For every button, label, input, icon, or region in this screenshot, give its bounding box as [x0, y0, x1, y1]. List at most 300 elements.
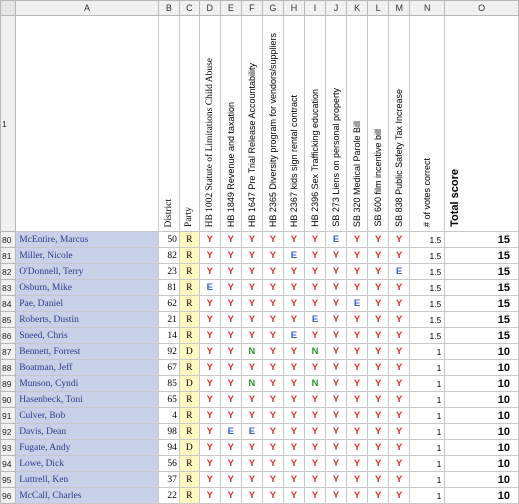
vote-cell[interactable]: N	[241, 344, 262, 360]
party-cell[interactable]: R	[179, 280, 199, 296]
vote-cell[interactable]: Y	[283, 376, 304, 392]
vote-cell[interactable]: E	[283, 328, 304, 344]
vote-cell[interactable]: Y	[220, 360, 241, 376]
district-header-cell[interactable]	[158, 16, 179, 232]
legislator-name-cell[interactable]: McCall, Charles	[16, 488, 159, 504]
vote-cell[interactable]: Y	[241, 248, 262, 264]
vote-cell[interactable]: Y	[199, 312, 220, 328]
total-score-cell[interactable]: 15	[445, 264, 519, 280]
vote-cell[interactable]: Y	[368, 344, 389, 360]
legislator-name-cell[interactable]: Roberts, Dustin	[16, 312, 159, 328]
total-score-cell[interactable]: 10	[445, 456, 519, 472]
vote-cell[interactable]: Y	[389, 488, 410, 504]
vote-cell[interactable]: Y	[326, 440, 347, 456]
party-cell[interactable]: R	[179, 264, 199, 280]
bill-header-cell[interactable]	[283, 16, 304, 232]
vote-cell[interactable]: Y	[199, 424, 220, 440]
vote-cell[interactable]: Y	[326, 264, 347, 280]
vote-cell[interactable]: Y	[326, 472, 347, 488]
total-score-cell[interactable]: 10	[445, 344, 519, 360]
column-header[interactable]: L	[368, 1, 389, 16]
district-cell[interactable]: 98	[158, 424, 179, 440]
vote-cell[interactable]: E	[389, 264, 410, 280]
legislator-name-cell[interactable]: O'Donnell, Terry	[16, 264, 159, 280]
vote-cell[interactable]: Y	[241, 312, 262, 328]
row-number[interactable]: 83	[1, 280, 16, 296]
vote-cell[interactable]: Y	[326, 360, 347, 376]
vote-cell[interactable]: Y	[241, 392, 262, 408]
votes-correct-cell[interactable]: 1.5	[410, 280, 445, 296]
total-score-cell[interactable]: 15	[445, 312, 519, 328]
vote-cell[interactable]: Y	[326, 344, 347, 360]
vote-cell[interactable]: Y	[347, 328, 368, 344]
vote-cell[interactable]: Y	[347, 280, 368, 296]
votes-correct-cell[interactable]: 1	[410, 360, 445, 376]
row-number[interactable]: 82	[1, 264, 16, 280]
party-cell[interactable]: R	[179, 456, 199, 472]
vote-cell[interactable]: Y	[262, 248, 283, 264]
vote-cell[interactable]: Y	[199, 248, 220, 264]
district-cell[interactable]: 50	[158, 232, 179, 248]
legislator-name-cell[interactable]: McEntire, Marcus	[16, 232, 159, 248]
vote-cell[interactable]: Y	[368, 232, 389, 248]
column-header[interactable]: A	[16, 1, 159, 16]
district-cell[interactable]: 85	[158, 376, 179, 392]
legislator-name-cell[interactable]: Davis, Dean	[16, 424, 159, 440]
votes-correct-cell[interactable]: 1	[410, 344, 445, 360]
vote-cell[interactable]: E	[241, 424, 262, 440]
vote-cell[interactable]: Y	[389, 344, 410, 360]
vote-cell[interactable]: Y	[283, 488, 304, 504]
votes-correct-cell[interactable]: 1	[410, 392, 445, 408]
party-cell[interactable]: R	[179, 232, 199, 248]
total-score-cell[interactable]: 10	[445, 424, 519, 440]
vote-cell[interactable]: Y	[347, 488, 368, 504]
vote-cell[interactable]: Y	[283, 392, 304, 408]
vote-cell[interactable]: Y	[199, 264, 220, 280]
party-header-cell[interactable]	[179, 16, 199, 232]
total-score-cell[interactable]: 10	[445, 472, 519, 488]
vote-cell[interactable]: Y	[220, 472, 241, 488]
vote-cell[interactable]: Y	[326, 456, 347, 472]
row-number[interactable]: 94	[1, 456, 16, 472]
row-number[interactable]: 89	[1, 376, 16, 392]
column-header[interactable]: I	[304, 1, 325, 16]
vote-cell[interactable]: Y	[220, 392, 241, 408]
votes-correct-cell[interactable]: 1	[410, 408, 445, 424]
vote-cell[interactable]: Y	[347, 344, 368, 360]
vote-cell[interactable]: Y	[389, 232, 410, 248]
row-number[interactable]: 80	[1, 232, 16, 248]
vote-cell[interactable]: Y	[347, 440, 368, 456]
party-cell[interactable]: R	[179, 424, 199, 440]
vote-cell[interactable]: Y	[262, 344, 283, 360]
legislator-name-cell[interactable]: Fugate, Andy	[16, 440, 159, 456]
vote-cell[interactable]: Y	[326, 392, 347, 408]
row-number[interactable]: 87	[1, 344, 16, 360]
vote-cell[interactable]: Y	[199, 440, 220, 456]
vote-cell[interactable]: Y	[220, 440, 241, 456]
votes-correct-cell[interactable]: 1	[410, 440, 445, 456]
vote-cell[interactable]: Y	[262, 456, 283, 472]
bill-header-cell[interactable]	[241, 16, 262, 232]
district-cell[interactable]: 82	[158, 248, 179, 264]
legislator-name-cell[interactable]: Munson, Cyndi	[16, 376, 159, 392]
district-cell[interactable]: 67	[158, 360, 179, 376]
legislator-name-cell[interactable]: Pae, Daniel	[16, 296, 159, 312]
vote-cell[interactable]: Y	[347, 424, 368, 440]
vote-cell[interactable]: Y	[389, 312, 410, 328]
row-number[interactable]: 1	[1, 16, 16, 232]
vote-cell[interactable]: Y	[368, 456, 389, 472]
legislator-name-cell[interactable]: Bennett, Forrest	[16, 344, 159, 360]
vote-cell[interactable]: Y	[326, 280, 347, 296]
vote-cell[interactable]: Y	[304, 232, 325, 248]
row-number[interactable]: 91	[1, 408, 16, 424]
vote-cell[interactable]: N	[304, 376, 325, 392]
total-score-header-cell[interactable]	[445, 16, 519, 232]
vote-cell[interactable]: Y	[283, 456, 304, 472]
party-cell[interactable]: R	[179, 360, 199, 376]
vote-cell[interactable]: Y	[220, 376, 241, 392]
vote-cell[interactable]: Y	[347, 472, 368, 488]
party-cell[interactable]: R	[179, 296, 199, 312]
vote-cell[interactable]: Y	[347, 392, 368, 408]
legislator-name-cell[interactable]: Miller, Nicole	[16, 248, 159, 264]
vote-cell[interactable]: Y	[262, 440, 283, 456]
vote-cell[interactable]: Y	[241, 472, 262, 488]
votes-correct-cell[interactable]: 1	[410, 472, 445, 488]
vote-cell[interactable]: Y	[199, 408, 220, 424]
vote-cell[interactable]: Y	[283, 296, 304, 312]
vote-cell[interactable]: Y	[262, 296, 283, 312]
column-header[interactable]: M	[389, 1, 410, 16]
total-score-cell[interactable]: 10	[445, 360, 519, 376]
legislator-name-cell[interactable]: Culver, Bob	[16, 408, 159, 424]
vote-cell[interactable]: Y	[199, 296, 220, 312]
vote-cell[interactable]: Y	[304, 248, 325, 264]
district-cell[interactable]: 94	[158, 440, 179, 456]
vote-cell[interactable]: N	[241, 376, 262, 392]
legislator-name-cell[interactable]: Luttrell, Ken	[16, 472, 159, 488]
party-cell[interactable]: R	[179, 248, 199, 264]
column-header[interactable]: F	[241, 1, 262, 16]
bill-header-cell[interactable]	[347, 16, 368, 232]
total-score-cell[interactable]: 10	[445, 408, 519, 424]
vote-cell[interactable]: Y	[220, 296, 241, 312]
row-number[interactable]: 96	[1, 488, 16, 504]
vote-cell[interactable]: Y	[368, 488, 389, 504]
vote-cell[interactable]: Y	[326, 328, 347, 344]
legislator-name-cell[interactable]: Lowe, Dick	[16, 456, 159, 472]
vote-cell[interactable]: Y	[304, 328, 325, 344]
vote-cell[interactable]: Y	[368, 472, 389, 488]
column-header[interactable]: D	[199, 1, 220, 16]
vote-cell[interactable]: Y	[241, 296, 262, 312]
row-number[interactable]: 93	[1, 440, 16, 456]
column-header[interactable]: B	[158, 1, 179, 16]
vote-cell[interactable]: Y	[304, 408, 325, 424]
vote-cell[interactable]: N	[304, 344, 325, 360]
vote-cell[interactable]: Y	[199, 232, 220, 248]
vote-cell[interactable]: Y	[368, 392, 389, 408]
vote-cell[interactable]: Y	[326, 408, 347, 424]
votes-correct-cell[interactable]: 1	[410, 488, 445, 504]
vote-cell[interactable]: Y	[326, 424, 347, 440]
votes-correct-cell[interactable]: 1.5	[410, 232, 445, 248]
column-header[interactable]: O	[445, 1, 519, 16]
vote-cell[interactable]: Y	[389, 296, 410, 312]
vote-cell[interactable]: Y	[283, 408, 304, 424]
vote-cell[interactable]: Y	[262, 232, 283, 248]
district-cell[interactable]: 22	[158, 488, 179, 504]
legislator-name-cell[interactable]: Sneed, Chris	[16, 328, 159, 344]
vote-cell[interactable]: Y	[199, 328, 220, 344]
vote-cell[interactable]: Y	[283, 440, 304, 456]
vote-cell[interactable]: Y	[262, 408, 283, 424]
vote-cell[interactable]: Y	[304, 472, 325, 488]
party-cell[interactable]: R	[179, 472, 199, 488]
party-cell[interactable]: R	[179, 392, 199, 408]
party-cell[interactable]: R	[179, 488, 199, 504]
district-cell[interactable]: 65	[158, 392, 179, 408]
vote-cell[interactable]: Y	[262, 328, 283, 344]
vote-cell[interactable]: Y	[199, 376, 220, 392]
party-cell[interactable]: D	[179, 344, 199, 360]
vote-cell[interactable]: Y	[283, 232, 304, 248]
votes-correct-cell[interactable]: 1	[410, 424, 445, 440]
vote-cell[interactable]: Y	[283, 472, 304, 488]
district-cell[interactable]: 37	[158, 472, 179, 488]
district-cell[interactable]: 14	[158, 328, 179, 344]
vote-cell[interactable]: Y	[368, 376, 389, 392]
vote-cell[interactable]: Y	[262, 488, 283, 504]
vote-cell[interactable]: Y	[389, 456, 410, 472]
vote-cell[interactable]: Y	[241, 488, 262, 504]
votes-correct-cell[interactable]: 1.5	[410, 248, 445, 264]
vote-cell[interactable]: Y	[220, 312, 241, 328]
district-cell[interactable]: 21	[158, 312, 179, 328]
row-number[interactable]: 85	[1, 312, 16, 328]
vote-cell[interactable]: Y	[389, 360, 410, 376]
district-cell[interactable]: 4	[158, 408, 179, 424]
vote-cell[interactable]: Y	[326, 488, 347, 504]
total-score-cell[interactable]: 15	[445, 232, 519, 248]
vote-cell[interactable]: Y	[241, 280, 262, 296]
vote-cell[interactable]: Y	[199, 360, 220, 376]
district-cell[interactable]: 56	[158, 456, 179, 472]
votes-correct-cell[interactable]: 1	[410, 456, 445, 472]
vote-cell[interactable]: Y	[220, 248, 241, 264]
vote-cell[interactable]: Y	[199, 472, 220, 488]
vote-cell[interactable]: Y	[262, 280, 283, 296]
vote-cell[interactable]: Y	[347, 232, 368, 248]
vote-cell[interactable]: Y	[241, 232, 262, 248]
total-score-cell[interactable]: 15	[445, 328, 519, 344]
legislator-name-cell[interactable]: Hasenbeck, Toni	[16, 392, 159, 408]
bill-header-cell[interactable]	[326, 16, 347, 232]
vote-cell[interactable]: Y	[326, 376, 347, 392]
legislator-name-cell[interactable]: Osburn, Mike	[16, 280, 159, 296]
vote-cell[interactable]: Y	[241, 328, 262, 344]
vote-cell[interactable]: Y	[262, 360, 283, 376]
column-header[interactable]: N	[410, 1, 445, 16]
vote-cell[interactable]: Y	[347, 360, 368, 376]
vote-cell[interactable]: Y	[220, 344, 241, 360]
vote-cell[interactable]: Y	[241, 264, 262, 280]
votes-correct-cell[interactable]: 1	[410, 376, 445, 392]
vote-cell[interactable]: Y	[368, 440, 389, 456]
vote-cell[interactable]: Y	[220, 488, 241, 504]
bill-header-cell[interactable]	[389, 16, 410, 232]
party-cell[interactable]: D	[179, 376, 199, 392]
vote-cell[interactable]: Y	[368, 280, 389, 296]
vote-cell[interactable]: Y	[389, 248, 410, 264]
vote-cell[interactable]: Y	[326, 248, 347, 264]
vote-cell[interactable]: Y	[283, 312, 304, 328]
district-cell[interactable]: 92	[158, 344, 179, 360]
row-number[interactable]: 84	[1, 296, 16, 312]
vote-cell[interactable]: Y	[389, 440, 410, 456]
total-score-cell[interactable]: 15	[445, 280, 519, 296]
legislator-name-cell[interactable]: Boatman, Jeff	[16, 360, 159, 376]
vote-cell[interactable]: Y	[368, 264, 389, 280]
column-header[interactable]: J	[326, 1, 347, 16]
column-header[interactable]: H	[283, 1, 304, 16]
bill-header-cell[interactable]	[199, 16, 220, 232]
vote-cell[interactable]: Y	[262, 376, 283, 392]
district-cell[interactable]: 23	[158, 264, 179, 280]
row-number[interactable]: 86	[1, 328, 16, 344]
vote-cell[interactable]: Y	[347, 376, 368, 392]
vote-cell[interactable]: Y	[347, 264, 368, 280]
total-score-cell[interactable]: 15	[445, 296, 519, 312]
vote-cell[interactable]: Y	[283, 264, 304, 280]
votes-correct-cell[interactable]: 1.5	[410, 328, 445, 344]
vote-cell[interactable]: E	[304, 312, 325, 328]
vote-cell[interactable]: Y	[241, 440, 262, 456]
bill-header-cell[interactable]	[262, 16, 283, 232]
vote-cell[interactable]: Y	[389, 392, 410, 408]
vote-cell[interactable]: Y	[220, 328, 241, 344]
party-cell[interactable]: R	[179, 312, 199, 328]
total-score-cell[interactable]: 10	[445, 392, 519, 408]
vote-cell[interactable]: Y	[220, 232, 241, 248]
vote-cell[interactable]: Y	[304, 360, 325, 376]
vote-cell[interactable]: Y	[220, 280, 241, 296]
row-number[interactable]: 95	[1, 472, 16, 488]
vote-cell[interactable]: Y	[389, 408, 410, 424]
vote-cell[interactable]: Y	[368, 328, 389, 344]
vote-cell[interactable]: Y	[368, 296, 389, 312]
vote-cell[interactable]: Y	[199, 392, 220, 408]
bill-header-cell[interactable]	[220, 16, 241, 232]
total-score-cell[interactable]: 10	[445, 376, 519, 392]
vote-cell[interactable]: Y	[389, 328, 410, 344]
votes-correct-header-cell[interactable]	[410, 16, 445, 232]
vote-cell[interactable]: Y	[347, 456, 368, 472]
vote-cell[interactable]: Y	[199, 344, 220, 360]
vote-cell[interactable]: Y	[304, 424, 325, 440]
vote-cell[interactable]: E	[283, 248, 304, 264]
party-cell[interactable]: D	[179, 440, 199, 456]
votes-correct-cell[interactable]: 1.5	[410, 296, 445, 312]
vote-cell[interactable]: Y	[304, 280, 325, 296]
column-header[interactable]: C	[179, 1, 199, 16]
vote-cell[interactable]: Y	[368, 408, 389, 424]
vote-cell[interactable]: Y	[262, 424, 283, 440]
vote-cell[interactable]: E	[347, 296, 368, 312]
total-score-cell[interactable]: 10	[445, 440, 519, 456]
vote-cell[interactable]: E	[199, 280, 220, 296]
bill-header-cell[interactable]	[368, 16, 389, 232]
vote-cell[interactable]: Y	[389, 376, 410, 392]
vote-cell[interactable]: Y	[347, 312, 368, 328]
vote-cell[interactable]: Y	[283, 344, 304, 360]
vote-cell[interactable]: Y	[368, 360, 389, 376]
party-cell[interactable]: R	[179, 408, 199, 424]
name-header-cell[interactable]	[16, 16, 159, 232]
vote-cell[interactable]: Y	[304, 264, 325, 280]
vote-cell[interactable]: Y	[199, 488, 220, 504]
row-number[interactable]: 88	[1, 360, 16, 376]
votes-correct-cell[interactable]: 1.5	[410, 264, 445, 280]
vote-cell[interactable]: Y	[304, 488, 325, 504]
column-header[interactable]: K	[347, 1, 368, 16]
vote-cell[interactable]: E	[220, 424, 241, 440]
vote-cell[interactable]: Y	[262, 392, 283, 408]
vote-cell[interactable]: Y	[241, 408, 262, 424]
vote-cell[interactable]: Y	[283, 424, 304, 440]
vote-cell[interactable]: Y	[220, 264, 241, 280]
vote-cell[interactable]: Y	[283, 360, 304, 376]
vote-cell[interactable]: Y	[199, 456, 220, 472]
vote-cell[interactable]: Y	[304, 392, 325, 408]
vote-cell[interactable]: Y	[262, 264, 283, 280]
vote-cell[interactable]: Y	[368, 424, 389, 440]
vote-cell[interactable]: Y	[347, 248, 368, 264]
district-cell[interactable]: 62	[158, 296, 179, 312]
vote-cell[interactable]: Y	[220, 408, 241, 424]
vote-cell[interactable]: Y	[389, 472, 410, 488]
vote-cell[interactable]: Y	[262, 472, 283, 488]
bill-header-cell[interactable]	[304, 16, 325, 232]
row-number[interactable]: 81	[1, 248, 16, 264]
total-score-cell[interactable]: 10	[445, 488, 519, 504]
vote-cell[interactable]: Y	[220, 456, 241, 472]
total-score-cell[interactable]: 15	[445, 248, 519, 264]
vote-cell[interactable]: Y	[304, 296, 325, 312]
column-header[interactable]: G	[262, 1, 283, 16]
vote-cell[interactable]: E	[326, 232, 347, 248]
vote-cell[interactable]: Y	[241, 360, 262, 376]
vote-cell[interactable]: Y	[262, 312, 283, 328]
district-cell[interactable]: 81	[158, 280, 179, 296]
vote-cell[interactable]: Y	[368, 248, 389, 264]
vote-cell[interactable]: Y	[283, 280, 304, 296]
select-all-corner[interactable]	[1, 1, 16, 16]
vote-cell[interactable]: Y	[347, 408, 368, 424]
vote-cell[interactable]: Y	[326, 296, 347, 312]
party-cell[interactable]: R	[179, 328, 199, 344]
column-header[interactable]: E	[220, 1, 241, 16]
row-number[interactable]: 92	[1, 424, 16, 440]
vote-cell[interactable]: Y	[389, 280, 410, 296]
vote-cell[interactable]: Y	[241, 456, 262, 472]
vote-cell[interactable]: Y	[389, 424, 410, 440]
vote-cell[interactable]: Y	[326, 312, 347, 328]
votes-correct-cell[interactable]: 1.5	[410, 312, 445, 328]
